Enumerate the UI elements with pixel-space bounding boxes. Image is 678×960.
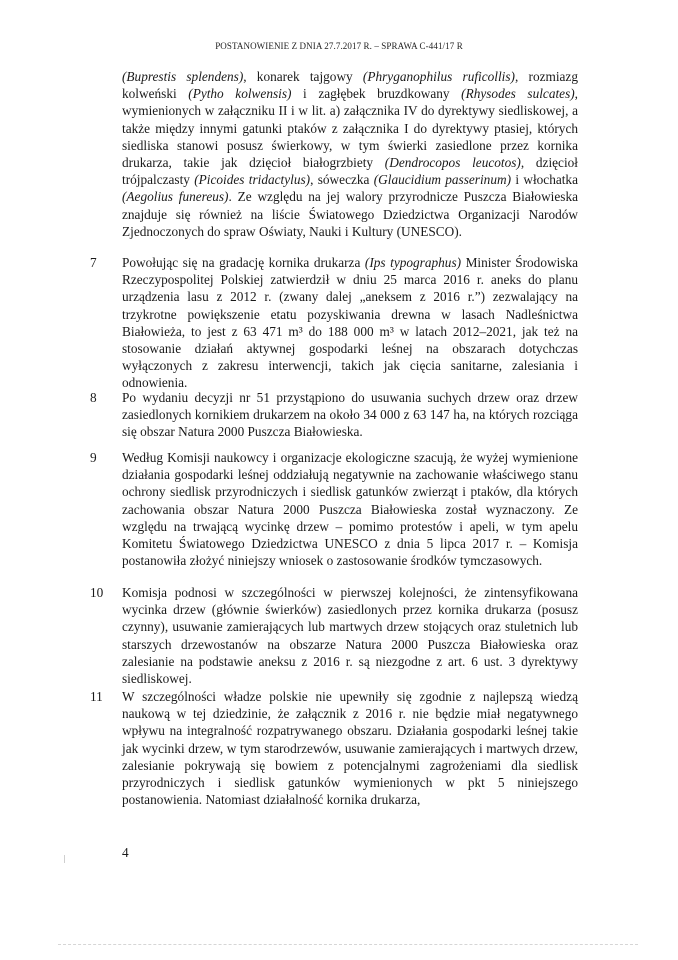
paragraph-11 (90, 688, 578, 808)
scan-footer-line (58, 944, 638, 945)
text-run: , sóweczka (310, 172, 374, 188)
text-run: Według Komisji naukowcy i organizacje ekologiczne szacują, że wyżej wymienione działania gospodarki leśnej oddziałują negatywnie na zachowanie właściwego stanu ochrony siedlisk przyrodniczych i siedlisk gatunków zwierząt i ptaków, dla których zachowania obszar Natura 2000 Puszcza Białowieska został wyznaczony. Ze względu na trwającą wycinkę drzew – pomimo protestów i apeli, w tym apelu Komitetu Światowego Dziedzictwa UNESCO z dnia 5 lipca 2017 r. – Komisja postanowiła złożyć niniejszy wniosek o zastosowanie środków tymczasowych. (122, 450, 578, 569)
latin-species-name: (Dendrocopos leucotos) (384, 155, 521, 171)
latin-species-name: (Rhysodes sulcates) (461, 86, 575, 102)
latin-species-name: (Pytho kolwensis) (188, 86, 292, 102)
paragraph-10 (90, 584, 578, 687)
scan-artifact (64, 855, 65, 863)
text-run: W szczególności władze polskie nie upewniły się zgodnie z najlepszą wiedzą naukową w tej dziedzinie, że załącznik z 2016 r. nie będzie miał negatywnego wpływu na integralność rozpatrywanego obszaru. Działania gospodarki leśnej takie jak wycinki drzew, w tym starodrzewów, usuwanie zamierających i martwych drzew, zalesianie pokrywają się bowiem z potencjalnymi zagrożeniami dla siedlisk przyrodniczych i siedlisk gatunków wymienionych w pkt 5 niniejszego postanowienia. Natomiast działalność kornika drukarza, (122, 689, 578, 808)
text-run: Powołując się na gradację kornika drukarza (122, 255, 365, 270)
latin-species-name: (Ips typographus) (364, 255, 462, 270)
text-run: , dzięcioł trójpalczasty (122, 155, 578, 188)
paragraph-text (122, 584, 578, 687)
paragraph-number: 9 (90, 450, 97, 465)
paragraph-text (122, 449, 578, 569)
latin-species-name: (Aegolius funereus) (122, 189, 229, 205)
running-header: POSTANOWIENIE Z DNIA 27.7.2017 R. – SPRAWA C-441/17 R (215, 41, 463, 51)
intro-paragraph (122, 68, 578, 240)
paragraph-8 (90, 389, 578, 441)
paragraph-7 (90, 254, 578, 392)
latin-species-name: (Phryganophilus ruficollis) (362, 69, 515, 84)
latin-species-name: (Glaucidium passerinum) (373, 172, 512, 188)
paragraph-number: 8 (90, 390, 97, 405)
page-number: 4 (122, 845, 129, 860)
text-run: Komisja podnosi w szczególności w pierwszej kolejności, że zintensyfikowana wycinka drzew (głównie świerków) zasiedlonych przez kornika drukarza (posusz czynny), usuwanie zamierających lub martwych drzew stojących oraz stuletnich lub starszych drzewostanów na obszarze Natura 2000 Puszcza Białowieska oraz zalesianie na podstawie aneksu z 2016 r. są niezgodne z art. 6 ust. 3 dyrektywy siedliskowej. (122, 585, 578, 687)
latin-species-name: (Picoides tridactylus) (194, 172, 311, 188)
text-run: i włochatka (511, 172, 578, 188)
paragraph-number: 10 (90, 585, 104, 600)
paragraph-text (122, 688, 578, 808)
paragraph-text (122, 389, 578, 441)
latin-species-name: (Buprestis splendens) (122, 69, 244, 84)
text-run: i zagłębek bruzdkowany (291, 86, 462, 102)
text-run: Po wydaniu decyzji nr 51 przystąpiono do usuwania suchych drzew oraz drzew zasiedlonych kornikiem drukarzem na około 34 000 z 63 147 ha, na których rozciąga się obszar Natura 2000 Puszcza Białowieska. (122, 390, 578, 440)
text-run: . Ze względu na jej walory przyrodnicze Puszcza Białowieska znajduje się również na liście Światowego Dziedzictwa Organizacji Narodów Zjednoczonych do spraw Oświaty, Nauki i Kultury (UNESCO). (122, 189, 578, 239)
text-run: Minister Środowiska Rzeczypospolitej Polskiej zatwierdził w dniu 25 marca 2016 r. aneks do planu urządzenia lasu z 2012 r. (zwany dalej „aneksem z 2016 r.”) zezwalający na trzykrotne powiększenie etatu pozyskiwania drewna w lasach Nadleśnictwa Białowieża, to jest z 63 471 m³ do 188 000 m³ w latach 2012–2021, jak też na stosowanie działań aktywnej gospodarki leśnej na obszarach dotychczas wyłączonych z zakresu interwencji, takich jak cięcia sanitarne, zalesiania i odnowienia. (122, 255, 578, 391)
text-run: , konarek tajgowy (243, 69, 363, 84)
paragraph-text (122, 254, 578, 392)
paragraph-number: 11 (90, 689, 103, 704)
paragraph-number: 7 (90, 255, 97, 270)
text-run: , wymienionych w załączniku II i w lit. a) załącznika IV do dyrektywy siedliskowej, a także między innymi gatunki ptaków z załącznika I do dyrektywy ptasiej, których siedliska stanowi posusz świerkowy, w tym świerki zasiedlone przez kornika drukarza, takie jak dzięcioł białogrzbiety (122, 86, 578, 171)
paragraph-9 (90, 449, 578, 569)
text-run: , rozmiazg kolweński (122, 69, 578, 102)
